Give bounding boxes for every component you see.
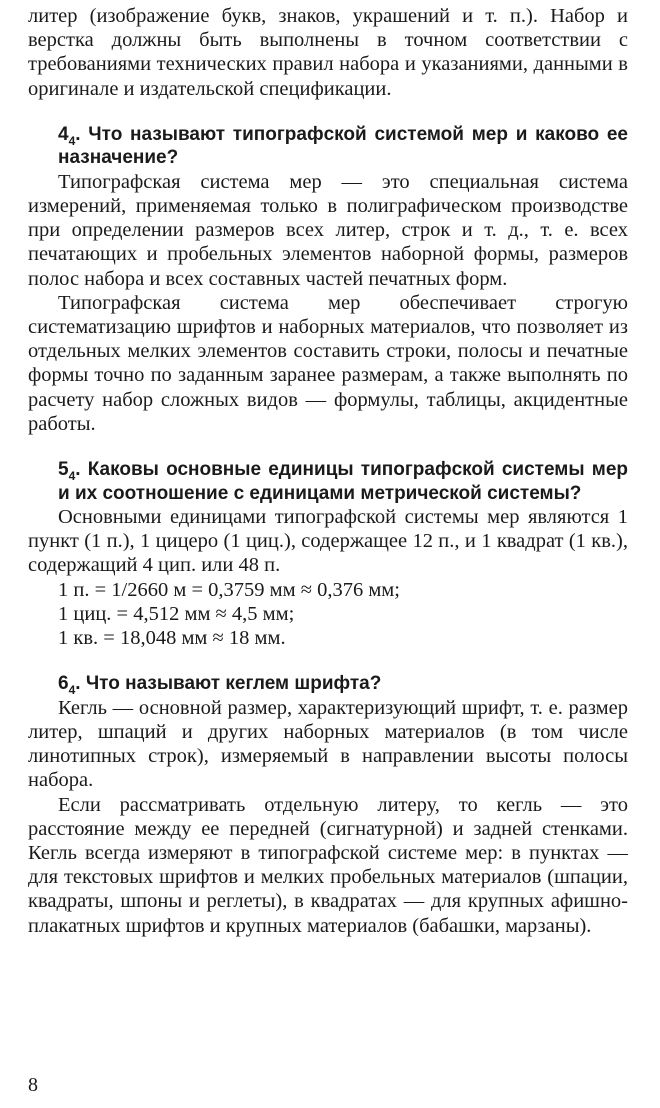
formula-line: 1 циц. = 4,512 мм ≈ 4,5 мм;	[58, 602, 295, 625]
formula-line: 1 кв. = 18,048 мм ≈ 18 мм.	[58, 627, 286, 650]
intro-paragraph: литер (изображение букв, знаков, украшений и т. п.). Набор и верстка должны быть выполнены в точном соответствии с требованиями технических правил набора и указаниями, данными в оригинале и издательской спецификации.	[28, 5, 628, 100]
paragraph: Кегль — основной размер, характеризующий шрифт, т. е. размер литер, шпаций и других наборных материалов (в том числе линотипных строк), измеряемый в направлении высоты полосы набора.	[28, 696, 628, 792]
paragraph: Типографская система мер обеспечивает строгую систематизацию шрифтов и наборных материалов, что позволяет из отдельных мелких элементов составить строки, полосы и печатные формы точно по заданным заранее размерам, а также выполнять по расчету набор сложных видов — формулы, таблицы, акцидентные работы.	[28, 291, 628, 435]
formula-line: 1 п. = 1/2660 м = 0,3759 мм ≈ 0,376 мм;	[58, 578, 400, 601]
page-number: 8	[28, 1074, 38, 1096]
section-heading: $5_4$. Каковы основные единицы типографской системы мер и их соотношение с единицами метрической системы?	[58, 459, 628, 504]
section-6	[28, 672, 628, 938]
paragraph: Если рассматривать отдельную литеру, то кегль — это расстояние между ее передней (сигнатурной) и задней стенками. Кегль всегда измеряют в типографской системе мер: в пунктах — для текстовых шрифтов и мелких пробельных материалов (шпации, квадраты, шпоны и реглеты), в квадратах — для крупных афишно-плакатных шрифтов и крупных материалов (бабашки, марзаны).	[28, 793, 628, 937]
paragraph: Основными единицами типографской системы мер являются 1 пункт (1 п.), 1 цицеро (1 циц.), содержащее 12 п., и 1 квадрат (1 кв.), содержащий 4 цип. или 48 п.	[28, 506, 628, 577]
section-4	[28, 123, 628, 436]
section-heading: $4_4$. Что называют типографской системой мер и каково ее назначение?	[58, 123, 628, 169]
section-heading: $6_4$. Что называют кеглем шрифта?	[58, 673, 382, 698]
section-5	[28, 458, 628, 650]
paragraph: Типографская система мер — это специальная система измерений, применяемая только в полиграфическом производстве при определении размеров всех литер, строк и т. д., т. е. всех печатающих и пробельных элементов наборной формы, размеров полос набора и всех составных частей печатных форм.	[28, 170, 628, 290]
